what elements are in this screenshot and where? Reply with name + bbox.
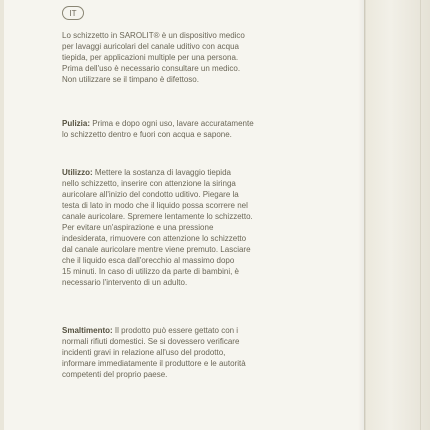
utilizzo-line: 15 minuti. In caso di utilizzo da parte di bambini, è [62,267,239,276]
pulizia-line: lo schizzetto dentro e fuori con acqua e sapone. [62,130,232,139]
utilizzo-line: dal canale auricolare mentre viene premuto. Lasciare [62,245,251,254]
smaltimento-paragraph [62,325,342,380]
fold-line-secondary [420,0,421,430]
utilizzo-label: Utilizzo: [62,168,93,177]
smaltimento-line: normali rifiuti domestici. Se si dovessero verificare [62,337,240,346]
intro-line: Lo schizzetto in SAROLIT® è un dispositivo medico [62,31,245,40]
pulizia-line [62,118,342,129]
utilizzo-line: necessario l'intervento di un adulto. [62,278,188,287]
intro-line: Non utilizzare se il timpano è difettoso. [62,75,199,84]
intro-paragraph [62,30,342,85]
utilizzo-line: nello schizzetto, inserire con attenzione la siringa [62,179,236,188]
smaltimento-text: Il prodotto può essere gettato con i [112,326,239,335]
utilizzo-line: indesiderata, rimuovere con attenzione lo schizzetto [62,234,247,243]
intro-line: Prima dell'uso è necessario consultare un medico. [62,64,241,73]
utilizzo-text: Mettere la sostanza di lavaggio tiepida [92,168,231,177]
utilizzo-line: testa di lato in modo che il liquido possa scorrere nel [62,201,248,210]
smaltimento-line: informare immediatamente il produttore e le autorità [62,359,246,368]
utilizzo-line: auricolare all'inizio del condotto uditivo. Piegare la [62,190,239,199]
utilizzo-line: Per evitare un'aspirazione e una pressione [62,223,214,232]
intro-line: per lavaggi auricolari del canale uditivo con acqua [62,42,239,51]
fold-line [364,0,365,430]
language-badge: IT [62,6,84,20]
pulizia-label: Pulizia: [62,119,91,128]
intro-line: tiepida, per applicazioni multiple per una persona. [62,53,239,62]
smaltimento-line [62,325,342,336]
utilizzo-line: che il liquido esca dall'orecchio al massimo dopo [62,256,235,265]
smaltimento-label: Smaltimento: [62,326,113,335]
utilizzo-line [62,167,342,178]
pulizia-text: Prima e dopo ogni uso, lavare accuratamente [90,119,254,128]
smaltimento-line: competenti del proprio paese. [62,370,168,379]
pulizia-paragraph [62,118,342,140]
smaltimento-line: incidenti gravi in relazione all'uso del prodotto, [62,348,226,357]
utilizzo-paragraph [62,167,342,288]
utilizzo-line: canale auricolare. Spremere lentamente lo schizzetto. [62,212,253,221]
